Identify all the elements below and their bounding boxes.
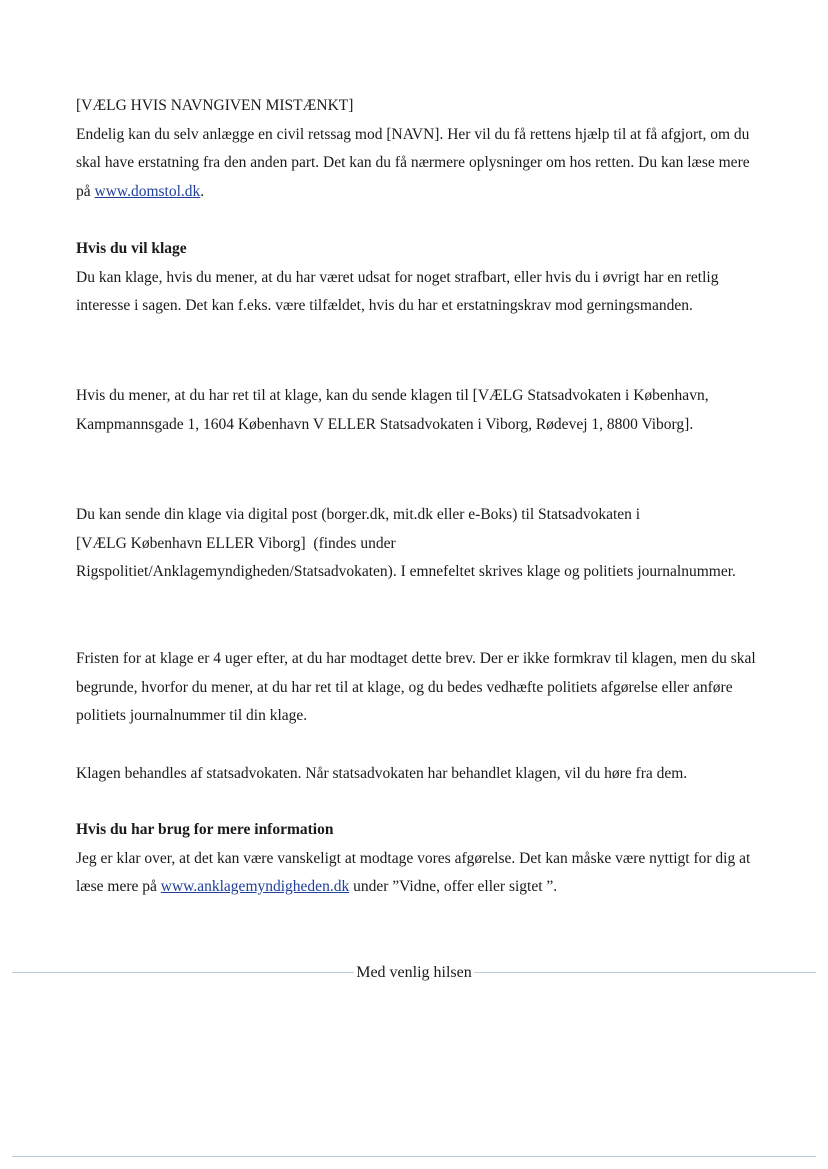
- info-paragraph: [76, 845, 756, 902]
- closing-block: [0, 961, 828, 985]
- info-suffix: under ”Vidne, offer eller sigtet ”.: [349, 878, 558, 895]
- p3-line-1: Du kan sende din klage via digital post (borger.dk, mit.dk eller e-Boks) til Statsadvokaten i: [76, 506, 641, 523]
- info-text: Jeg er klar over, at det kan være vanskeligt at modtage vores afgørelse. Det kan måske være nyttigt for dig at læse mere på: [76, 849, 751, 895]
- anklagemyndigheden-link[interactable]: www.anklagemyndigheden.dk: [160, 878, 350, 895]
- intro-paragraph: [76, 121, 756, 207]
- p3-line-2: [VÆLG København ELLER Viborg] (findes under: [76, 534, 396, 552]
- complaint-heading: Hvis du vil klage: [76, 240, 187, 257]
- domstol-link[interactable]: www.domstol.dk: [94, 182, 201, 200]
- closing-text: Med venlig hilsen: [356, 964, 472, 981]
- complaint-paragraph-3: [76, 501, 756, 587]
- p3-line-3: Rigspolitiet/Anklagemyndigheden/Statsadvokaten). I emnefeltet skrives klage og politiets journalnummer.: [76, 563, 736, 580]
- bottom-separator-line: [12, 1156, 816, 1157]
- intro-suffix: .: [200, 182, 205, 200]
- info-section: [76, 816, 756, 902]
- intro-label: [VÆLG HVIS NAVNGIVEN MISTÆNKT]: [76, 97, 354, 114]
- complaint-paragraph-4: Fristen for at klage er 4 uger efter, at du har modtaget dette brev. Der er ikke formkrav til klagen, men du skal begrunde, hvorfor du mener, at du har ret til at klage, og du bedes vedhæfte politiets afgørelse eller anføre politiets journalnummer til din klage.: [76, 650, 756, 724]
- complaint-paragraph-5: Klagen behandles af statsadvokaten. Når statsadvokaten har behandlet klagen, vil du høre fra dem.: [76, 765, 688, 782]
- info-heading: Hvis du har brug for mere information: [76, 821, 334, 838]
- intro-text: Endelig kan du selv anlægge en civil retssag mod [NAVN]. Her vil du få rettens hjælp til at få afgjort, om du skal have erstatning fra den anden part. Det kan du få nærmere oplysninger om hos retten. Du kan læse mere på: [76, 125, 750, 200]
- intro-section: [76, 92, 756, 206]
- complaint-paragraph-2: Hvis du mener, at du har ret til at klage, kan du sende klagen til [VÆLG Statsadvokaten i København, Kampmannsgade 1, 1604 København V ELLER Statsadvokaten i Viborg, Rødevej 1, 8800 Viborg].: [76, 387, 709, 433]
- complaint-section: [76, 235, 756, 321]
- complaint-paragraph-1: Du kan klage, hvis du mener, at du har været udsat for noget strafbart, eller hvis du i øvrigt har en retlig interesse i sagen. Det kan f.eks. være tilfældet, hvis du har et erstatningskrav mod gerningsmanden.: [76, 268, 719, 314]
